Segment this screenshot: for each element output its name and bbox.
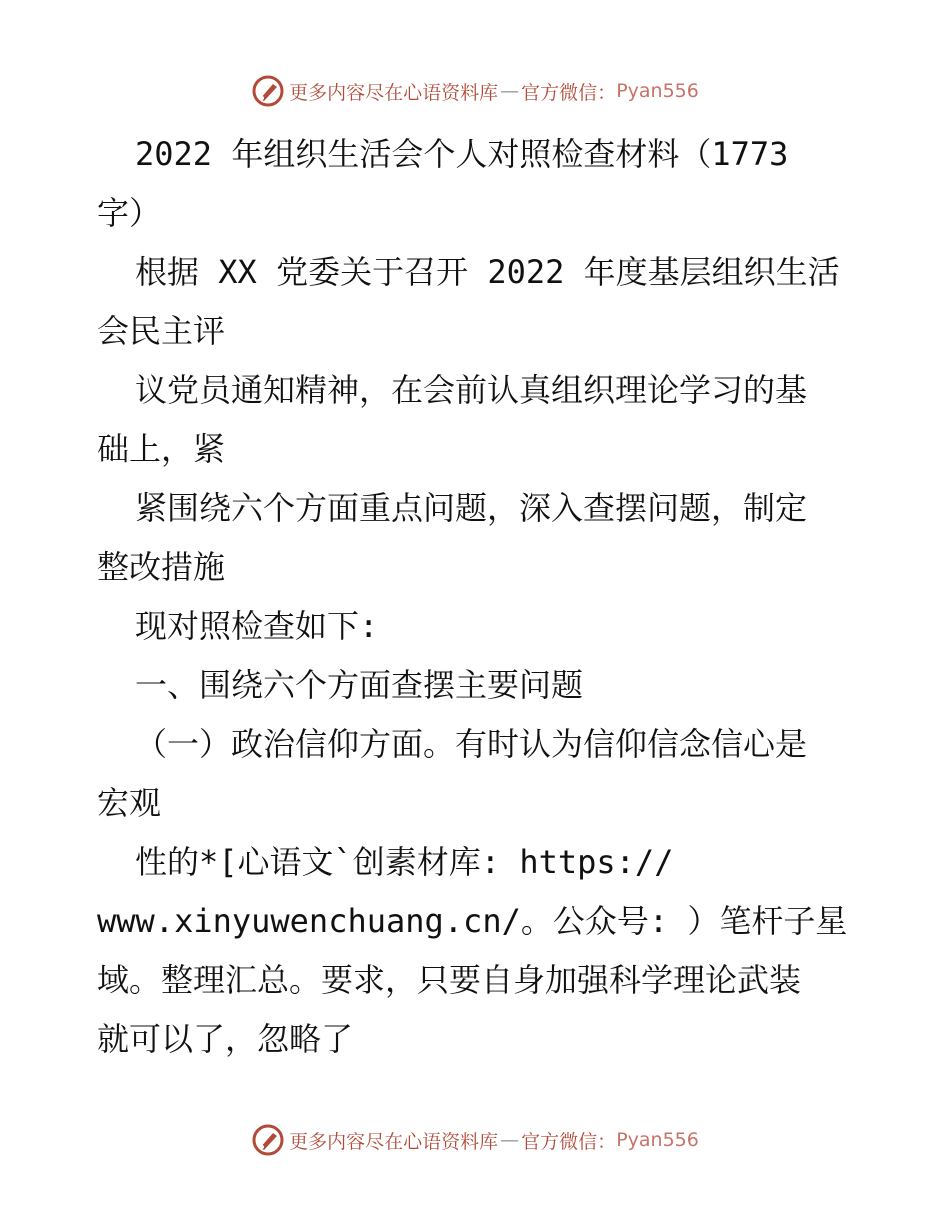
watermark-text: 更多内容尽在心语资料库 <box>289 81 499 104</box>
doc-title-line-2: 字） <box>97 194 162 232</box>
doc-line: 宏观 <box>97 784 162 822</box>
doc-line: 础上，紧 <box>97 430 226 468</box>
doc-line: 议党员通知精神，在会前认真组织理论学习的基 <box>135 371 808 409</box>
doc-line: 现对照检查如下: <box>135 607 379 645</box>
watermark-account: Pyan556 <box>616 80 699 102</box>
doc-line: 会民主评 <box>97 312 226 350</box>
doc-title-line-1: 2022 年组织生活会个人对照检查材料（1773 <box>135 135 789 173</box>
doc-line: 性的*[心语文`创素材库: https:// <box>135 843 674 881</box>
doc-line: www.xinyuwenchuang.cn/。公众号: ）笔杆子星 <box>97 902 848 940</box>
document-body <box>97 125 857 1069</box>
watermark-suffix: 官方微信： <box>521 1130 617 1153</box>
pen-logo-icon <box>251 1123 285 1157</box>
doc-line: 整改措施 <box>97 548 226 586</box>
doc-line: 根据 XX 党委关于召开 2022 年度基层组织生活 <box>135 253 840 291</box>
section-heading: 一、围绕六个方面查摆主要问题 <box>135 666 584 704</box>
pen-logo-icon <box>251 74 285 108</box>
watermark-banner-top <box>0 71 950 111</box>
doc-line: 紧围绕六个方面重点问题，深入查摆问题，制定 <box>135 489 808 527</box>
watermark-suffix: 官方微信： <box>521 81 617 104</box>
watermark-separator: — <box>500 80 520 102</box>
watermark-text: 更多内容尽在心语资料库 <box>289 1130 499 1153</box>
doc-line: 域。整理汇总。要求，只要自身加强科学理论武装 <box>97 961 802 999</box>
watermark-separator: — <box>500 1129 520 1151</box>
doc-line: （一）政治信仰方面。有时认为信仰信念信心是 <box>135 725 808 763</box>
watermark-account: Pyan556 <box>616 1129 699 1151</box>
watermark-banner-bottom <box>0 1120 950 1160</box>
doc-line: 就可以了，忽略了 <box>97 1020 354 1058</box>
